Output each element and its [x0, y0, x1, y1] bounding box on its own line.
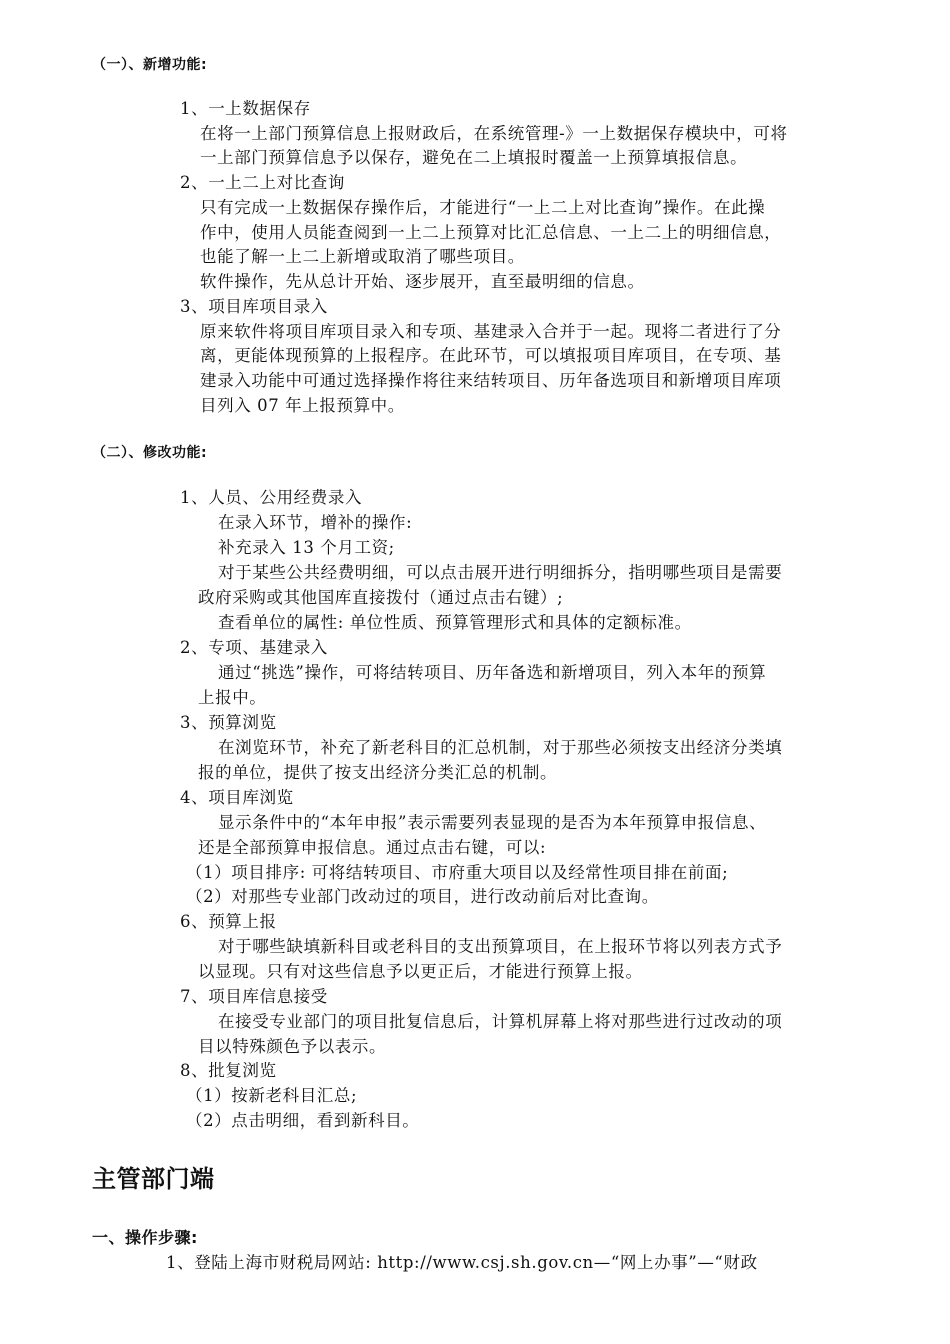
paragraph-line: 在浏览环节，补充了新老科目的汇总机制，对于那些必须按支出经济分类填 — [218, 738, 783, 757]
paragraph-line: 对于某些公共经费明细，可以点击展开进行明细拆分，指明哪些项目是需要 — [218, 563, 783, 582]
paragraph-line: 补充录入 13 个月工资; — [218, 538, 395, 557]
paragraph-line: 在录入环节，增补的操作: — [218, 513, 413, 532]
paragraph-line: （1）项目排序: 可将结转项目、市府重大项目以及经常性项目排在前面; — [186, 863, 729, 882]
item-title-budget-browse: 3、预算浏览 — [180, 713, 277, 732]
paragraph-line: 目以特殊颜色予以表示。 — [198, 1037, 387, 1056]
step-line-1: 1、登陆上海市财税局网站: http://www.csj.sh.gov.cn—“网上办事”—“财政 — [166, 1253, 758, 1272]
paragraph-line: 一上部门预算信息予以保存，避免在二上填报时覆盖一上预算填报信息。 — [200, 148, 748, 167]
item-title-project-entry: 3、项目库项目录入 — [180, 297, 328, 316]
page-heading: 主管部门端 — [92, 1165, 215, 1193]
item-title-approval-browse: 8、批复浏览 — [180, 1061, 277, 1080]
item-title-budget-submit: 6、预算上报 — [180, 912, 277, 931]
section-heading-new-features: （一）、新增功能: — [92, 57, 208, 73]
paragraph-line: 报的单位，提供了按支出经济分类汇总的机制。 — [198, 763, 558, 782]
item-title-personnel-entry: 1、人员、公用经费录入 — [180, 488, 363, 507]
item-title-project-receive: 7、项目库信息接受 — [180, 987, 328, 1006]
paragraph-line: 离，更能体现预算的上报程序。在此环节，可以填报项目库项目，在专项、基 — [200, 346, 782, 365]
paragraph-line: （2）对那些专业部门改动过的项目，进行改动前后对比查询。 — [186, 887, 659, 906]
item-title-first-data-save: 1、一上数据保存 — [180, 99, 311, 118]
paragraph-line: 通过“挑选”操作，可将结转项目、历年备选和新增项目，列入本年的预算 — [218, 663, 767, 682]
paragraph-line: 软件操作，先从总计开始、逐步展开，直至最明细的信息。 — [200, 272, 645, 291]
item-title-compare-query: 2、一上二上对比查询 — [180, 173, 345, 192]
steps-heading: 一、操作步骤: — [92, 1228, 198, 1247]
paragraph-line: （2）点击明细，看到新科目。 — [186, 1111, 420, 1130]
paragraph-line: 在将一上部门预算信息上报财政后，在系统管理-》一上数据保存模块中，可将 — [200, 124, 788, 143]
paragraph-line: 在接受专业部门的项目批复信息后，计算机屏幕上将对那些进行过改动的项 — [218, 1012, 783, 1031]
paragraph-line: 原来软件将项目库项目录入和专项、基建录入合并于一起。现将二者进行了分 — [200, 322, 782, 341]
paragraph-line: 还是全部预算申报信息。通过点击右键，可以: — [198, 838, 547, 857]
paragraph-line: 也能了解一上二上新增或取消了哪些项目。 — [200, 247, 525, 266]
paragraph-line: 政府采购或其他国库直接拨付（通过点击右键）; — [198, 588, 564, 607]
paragraph-line: 作中，使用人员能查阅到一上二上预算对比汇总信息、一上二上的明细信息， — [200, 223, 782, 242]
paragraph-line: 显示条件中的“本年申报”表示需要列表显现的是否为本年预算申报信息、 — [218, 813, 767, 832]
paragraph-line: 上报中。 — [198, 688, 267, 707]
paragraph-line: 对于哪些缺填新科目或老科目的支出预算项目，在上报环节将以列表方式予 — [218, 937, 783, 956]
paragraph-line: 建录入功能中可通过选择操作将往来结转项目、历年备选项目和新增项目库项 — [200, 371, 782, 390]
item-title-special-entry: 2、专项、基建录入 — [180, 638, 328, 657]
item-title-project-browse: 4、项目库浏览 — [180, 788, 294, 807]
paragraph-line: 查看单位的属性: 单位性质、预算管理形式和具体的定额标准。 — [218, 613, 692, 632]
paragraph-line: 目列入 07 年上报预算中。 — [200, 396, 405, 415]
paragraph-line: 只有完成一上数据保存操作后，才能进行“一上二上对比查询”操作。在此操 — [200, 198, 766, 217]
paragraph-line: （1）按新老科目汇总; — [186, 1086, 358, 1105]
section-heading-modified-features: （二）、修改功能: — [92, 445, 208, 461]
paragraph-line: 以显现。只有对这些信息予以更正后，才能进行预算上报。 — [198, 962, 643, 981]
